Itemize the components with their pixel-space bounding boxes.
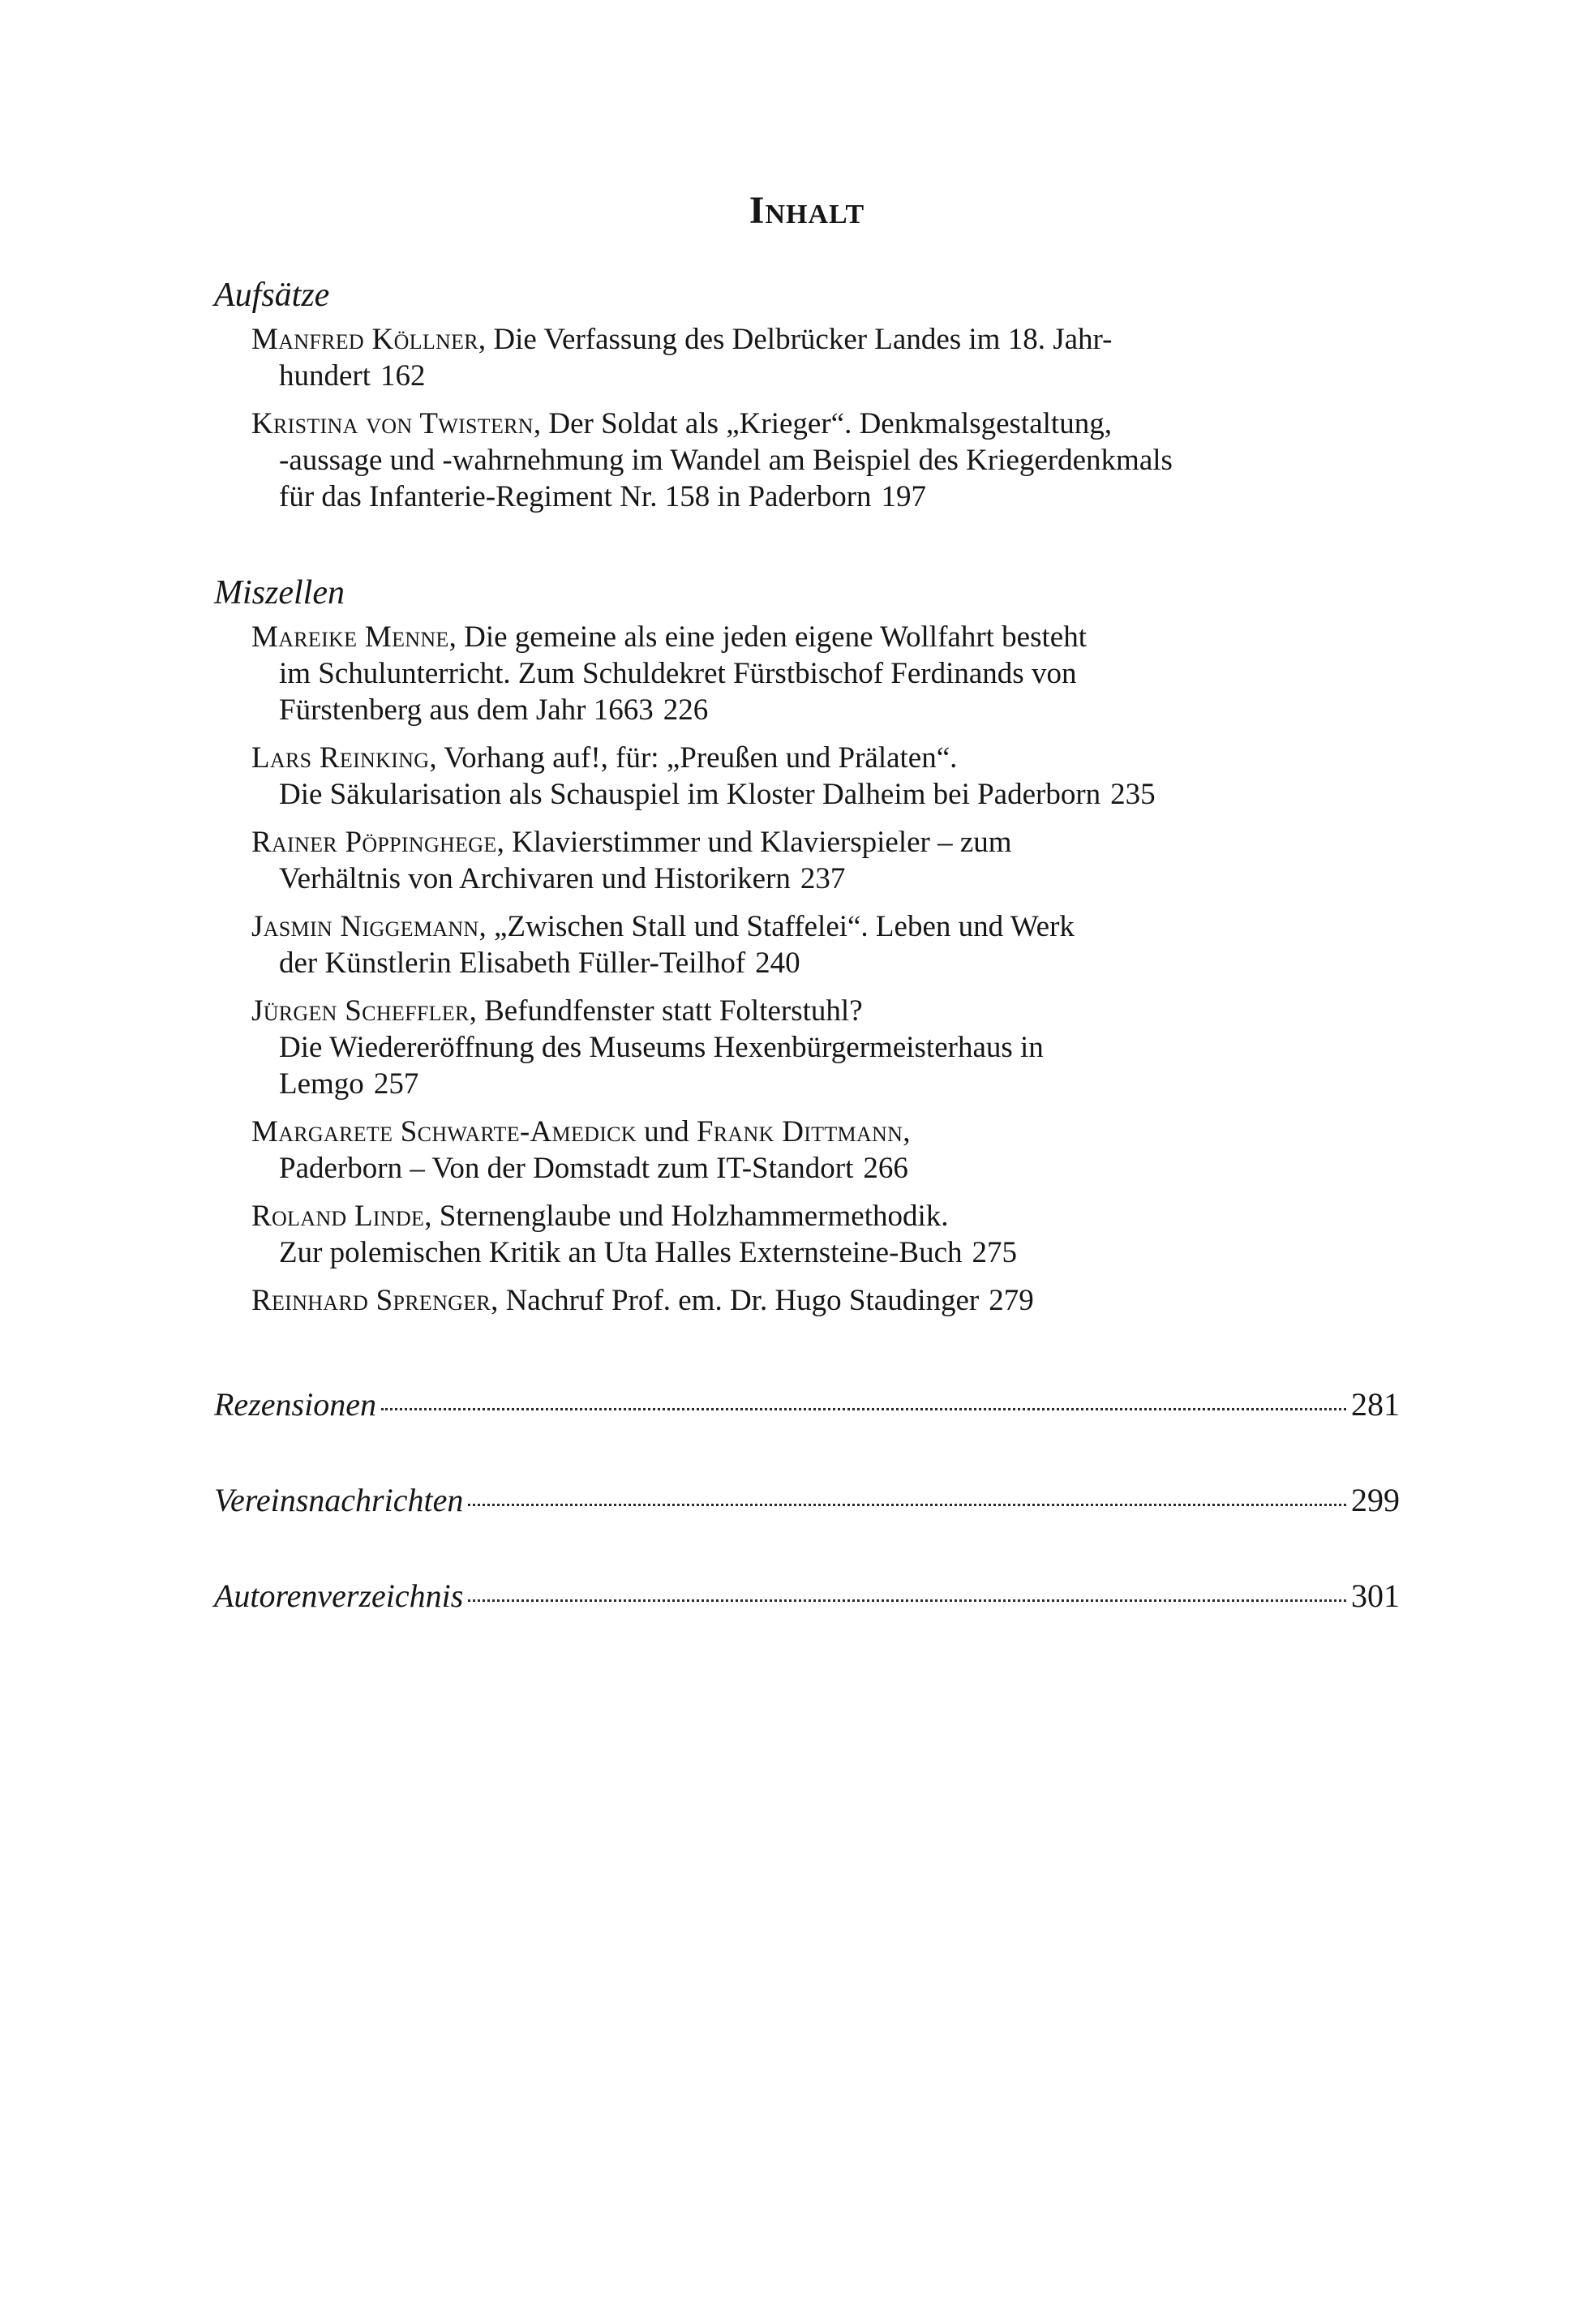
page-number: 235 xyxy=(1110,778,1156,811)
entry-title: , Die gemeine als eine jeden eigene Wollfahrt besteht xyxy=(448,620,1087,654)
entry-last-line xyxy=(251,1150,1400,1187)
entry-title: , Der Soldat als „Krieger“. Denkmalsgestaltung, xyxy=(533,407,1112,440)
entry-title-end: Fürstenberg aus dem Jahr 1663 xyxy=(279,693,654,727)
entry-join: und xyxy=(636,1115,697,1148)
entry-line xyxy=(251,619,1400,655)
entry-line xyxy=(251,321,1400,358)
entry-author: Reinhard Sprenger xyxy=(251,1284,491,1317)
page-number: 226 xyxy=(663,693,709,727)
entry-title-end: hundert xyxy=(279,359,371,393)
entry-author: Manfred Köllner xyxy=(251,323,478,356)
entry-last-line xyxy=(251,358,1400,394)
entry-author: Roland Linde xyxy=(251,1200,425,1233)
entry-line xyxy=(251,1198,1400,1234)
entry-title: , Befundfenster statt Folterstuhl? xyxy=(469,994,863,1028)
page-number: 237 xyxy=(800,862,846,895)
section-heading-autorenverzeichnis: Autorenverzeichnis xyxy=(214,1578,464,1614)
entry-title: , Vorhang auf!, für: „Preußen und Prälaten“. xyxy=(429,741,958,775)
page-number: 299 xyxy=(1351,1482,1400,1518)
spacer xyxy=(214,1426,1400,1479)
entry-title-cont: Die Wiedereröffnung des Museums Hexenbürgermeisterhaus in xyxy=(279,1031,1044,1064)
spacer xyxy=(214,1522,1400,1575)
entry-author: Margarete Schwarte-Amedick xyxy=(251,1115,637,1148)
entry-title-end: Zur polemischen Kritik an Uta Halles Externsteine-Buch xyxy=(279,1236,963,1269)
toc-entry[interactable] xyxy=(251,908,1400,981)
toc-entry-autorenverzeichnis[interactable] xyxy=(214,1575,1400,1617)
entry-title-cont: im Schulunterricht. Zum Schuldekret Fürstbischof Ferdinands von xyxy=(279,657,1077,690)
table-of-contents xyxy=(214,191,1400,1617)
leader-dots xyxy=(468,1504,1346,1506)
entry-title: , Die Verfassung des Delbrücker Landes im 18. Jahr- xyxy=(478,323,1113,356)
entry-title-end: Paderborn – Von der Domstadt zum IT-Standort xyxy=(279,1152,854,1185)
entry-line xyxy=(251,1284,979,1317)
entry-line xyxy=(251,908,1400,945)
entry-line xyxy=(251,740,1400,776)
page-title-text: Inhalt xyxy=(749,189,865,232)
entry-title: , „Zwischen Stall und Staffelei“. Leben und Werk xyxy=(478,910,1075,943)
entry-last-line xyxy=(251,1282,1400,1319)
entry-title-end: Lemgo xyxy=(279,1067,364,1101)
toc-entry[interactable] xyxy=(251,824,1400,897)
section-heading-miszellen: Miszellen xyxy=(214,574,345,612)
page-number: 162 xyxy=(380,359,426,393)
toc-entry[interactable] xyxy=(251,619,1400,728)
entry-line xyxy=(251,824,1400,861)
entry-last-line xyxy=(251,861,1400,897)
page-title xyxy=(214,191,1400,230)
page-number: 275 xyxy=(972,1236,1018,1269)
entry-author: Mareike Menne xyxy=(251,620,449,654)
entry-author: Jürgen Scheffler xyxy=(251,994,470,1028)
entry-line xyxy=(251,993,1400,1029)
entry-last-line xyxy=(251,776,1400,813)
leader-dots xyxy=(468,1599,1346,1602)
entry-author: Lars Reinking xyxy=(251,741,430,775)
page-number: 197 xyxy=(881,480,927,513)
section-heading-aufsaetze: Aufsätze xyxy=(214,277,330,314)
page-number: 301 xyxy=(1351,1578,1400,1614)
toc-entry[interactable] xyxy=(251,321,1400,394)
toc-entry-vereinsnachrichten[interactable] xyxy=(214,1479,1400,1522)
entry-title-end: Die Säkularisation als Schauspiel im Kloster Dalheim bei Paderborn xyxy=(279,778,1101,811)
toc-entry[interactable] xyxy=(251,1114,1400,1187)
leader-dots xyxy=(381,1408,1346,1410)
entry-author: Rainer Pöppinghege xyxy=(251,826,497,859)
entry-last-line xyxy=(251,1234,1400,1271)
entry-author: Kristina von Twistern xyxy=(251,407,534,440)
entry-title-end: für das Infanterie-Regiment Nr. 158 in Paderborn xyxy=(279,480,872,513)
entry-last-line xyxy=(251,692,1400,728)
entry-title: , Klavierstimmer und Klavierspieler – zum xyxy=(496,826,1012,859)
entry-last-line xyxy=(251,945,1400,981)
page-number: 257 xyxy=(373,1067,419,1101)
spacer xyxy=(214,526,1400,572)
page-number: 240 xyxy=(755,947,800,980)
entry-title-cont: -aussage und -wahrnehmung im Wandel am Beispiel des Kriegerdenkmals xyxy=(279,444,1173,477)
entry-title: , xyxy=(903,1115,911,1148)
spacer xyxy=(214,1330,1400,1384)
entry-last-line xyxy=(251,1066,1400,1102)
page-number: 281 xyxy=(1351,1386,1400,1423)
toc-entry-rezensionen[interactable] xyxy=(214,1384,1400,1426)
section-heading-vereinsnachrichten: Vereinsnachrichten xyxy=(214,1482,464,1518)
page-number: 279 xyxy=(989,1284,1034,1317)
toc-entry[interactable] xyxy=(251,993,1400,1102)
toc-entry[interactable] xyxy=(251,740,1400,813)
section-heading-rezensionen: Rezensionen xyxy=(214,1386,376,1423)
toc-entry[interactable] xyxy=(251,1282,1400,1319)
entry-line xyxy=(251,1114,1400,1150)
entry-last-line xyxy=(251,479,1400,515)
entry-line xyxy=(251,406,1400,442)
page-number: 266 xyxy=(863,1152,908,1185)
section-miszellen xyxy=(214,572,1400,1319)
entry-author: Frank Dittmann xyxy=(696,1115,903,1148)
toc-entry[interactable] xyxy=(251,406,1400,515)
entry-title: , Sternenglaube und Holzhammermethodik. xyxy=(424,1200,949,1233)
section-aufsaetze xyxy=(214,274,1400,515)
toc-entry[interactable] xyxy=(251,1198,1400,1271)
entry-title-end: Verhältnis von Archivaren und Historikern xyxy=(279,862,791,895)
entry-title-end: , Nachruf Prof. em. Dr. Hugo Staudinger xyxy=(491,1284,980,1317)
entry-title-end: der Künstlerin Elisabeth Füller-Teilhof xyxy=(279,947,746,980)
entry-author: Jasmin Niggemann xyxy=(251,910,479,943)
